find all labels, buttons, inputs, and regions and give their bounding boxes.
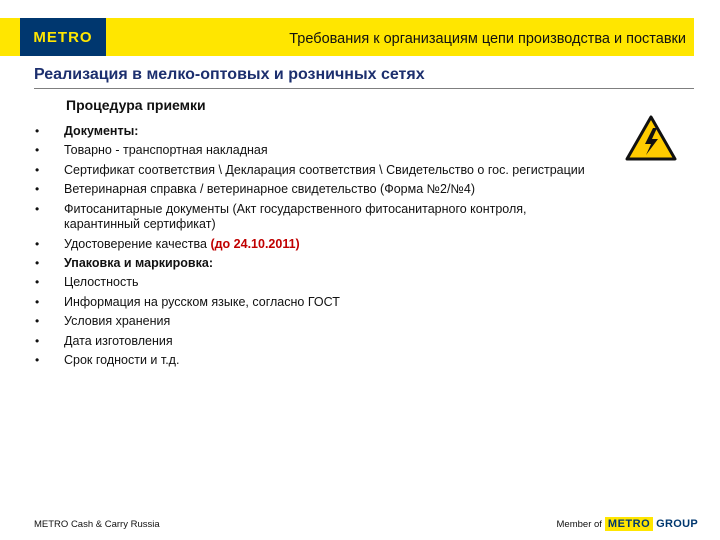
section-heading: Процедура приемки bbox=[66, 97, 206, 113]
metro-logo bbox=[20, 18, 106, 56]
list-item bbox=[30, 237, 590, 253]
title-divider bbox=[34, 88, 694, 89]
high-voltage-warning-icon bbox=[624, 114, 678, 162]
metro-logo-mark bbox=[20, 18, 106, 56]
list-item-text: Сертификат соответствия \ Декларация соответствия \ Свидетельство о гос. регистрации bbox=[64, 162, 585, 177]
list-item-text: Удостоверение качества bbox=[64, 236, 211, 251]
metro-logo-text: METRO bbox=[33, 29, 93, 46]
list-item-text: Срок годности и т.д. bbox=[64, 352, 180, 367]
metro-group-logo bbox=[605, 517, 698, 531]
list-item bbox=[30, 295, 590, 311]
list-item bbox=[30, 334, 590, 350]
list-item bbox=[30, 124, 590, 140]
slide-title: Реализация в мелко-оптовых и розничных сетях bbox=[34, 66, 425, 83]
list-item bbox=[30, 163, 590, 179]
group-logo-metro: METRO bbox=[605, 517, 653, 531]
list-item-text: Упаковка и маркировка: bbox=[64, 255, 213, 270]
list-item bbox=[30, 256, 590, 272]
list-item-text: Целостность bbox=[64, 275, 139, 290]
list-item-text: Информация на русском языке, согласно ГОСТ bbox=[64, 294, 340, 309]
list-item bbox=[30, 275, 590, 291]
list-item-text: Ветеринарная справка / ветеринарное свидетельство (Форма №2/№4) bbox=[64, 182, 475, 197]
list-item bbox=[30, 202, 590, 233]
footer-member bbox=[557, 516, 698, 532]
list-item-text: Условия хранения bbox=[64, 314, 171, 329]
list-item bbox=[30, 143, 590, 159]
member-of-text: Member of bbox=[556, 518, 602, 530]
list-item-text: Документы: bbox=[64, 124, 139, 138]
footer-company: METRO Cash & Carry Russia bbox=[34, 519, 160, 530]
list-item-text: Дата изготовления bbox=[64, 333, 173, 348]
group-logo-word: GROUP bbox=[656, 518, 698, 530]
list-item bbox=[30, 182, 590, 198]
date-highlight: (до 24.10.2011) bbox=[210, 236, 300, 251]
list-item-text: Товарно - транспортная накладная bbox=[64, 143, 268, 158]
requirements-list bbox=[30, 124, 590, 372]
header-title: Требования к организациям цепи производства и поставки bbox=[289, 31, 686, 47]
list-item bbox=[30, 314, 590, 330]
list-item bbox=[30, 353, 590, 369]
list-item-text: Фитосанитарные документы (Акт государственного фитосанитарного контроля, карантинный сертификат) bbox=[64, 201, 527, 232]
